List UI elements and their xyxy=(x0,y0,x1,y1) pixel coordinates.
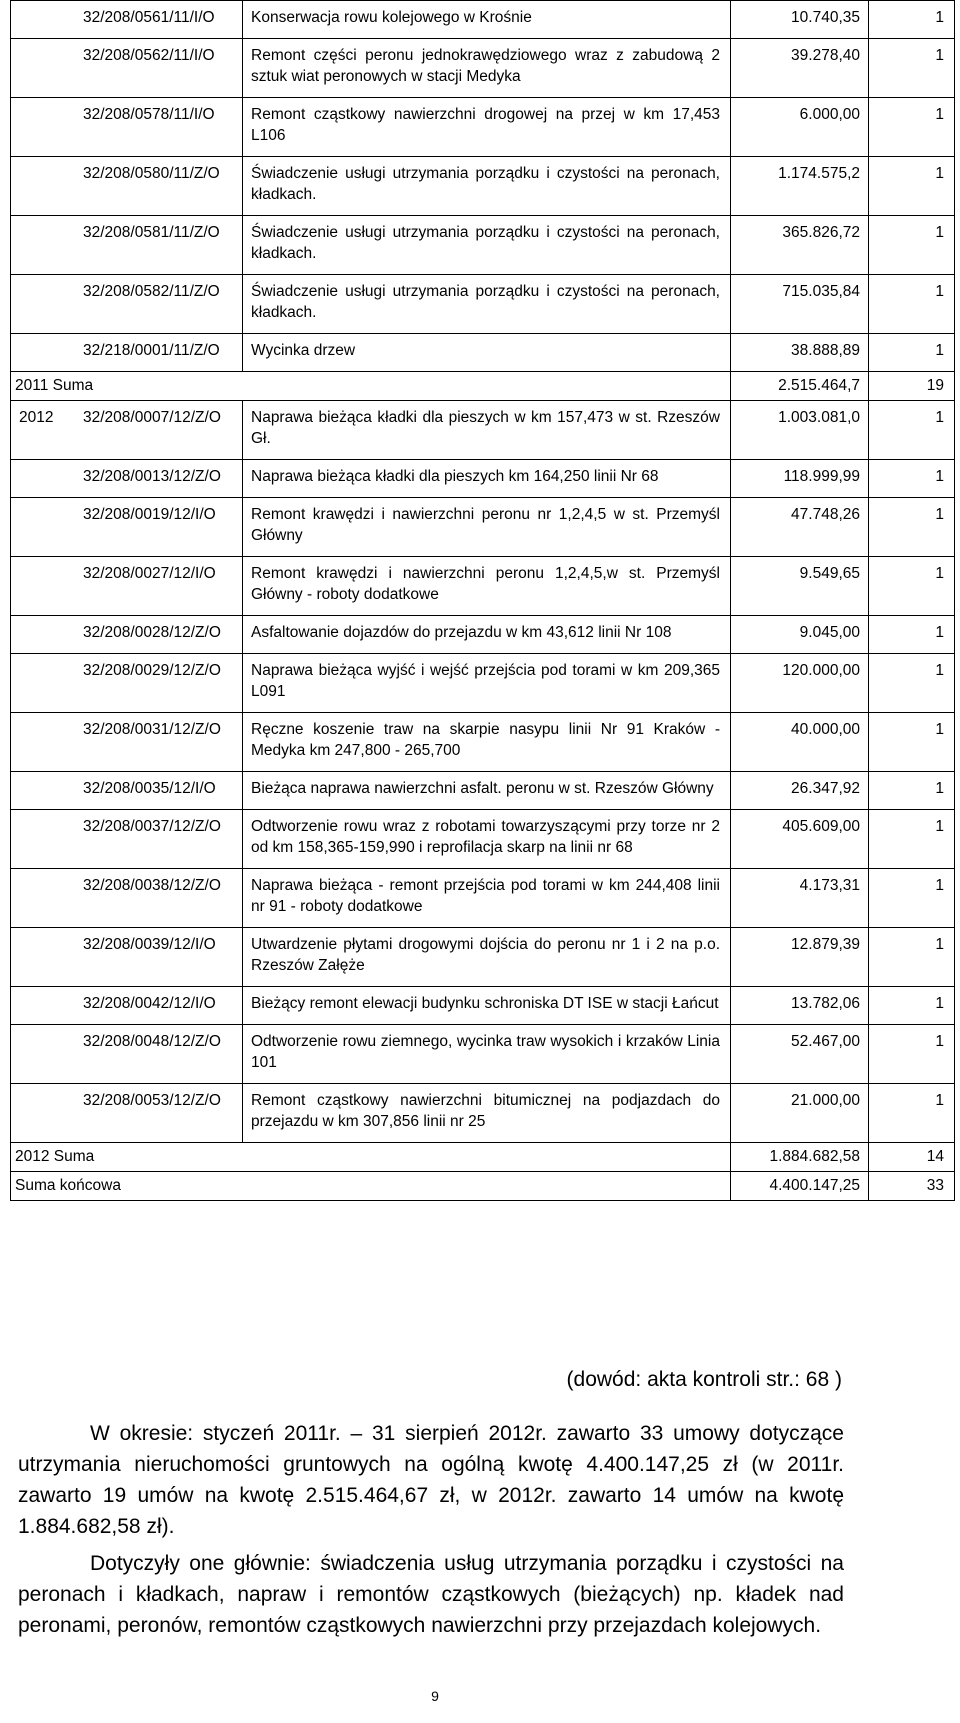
contract-number-cell xyxy=(11,157,243,215)
contract-number: 32/208/0037/12/Z/O xyxy=(83,818,221,835)
description-cell: Remont części peronu jednokrawędziowego wraz z zabudową 2 sztuk wiat peronowych w stacji Medyka xyxy=(243,39,731,97)
sum-value: 4.400.147,25 xyxy=(731,1172,869,1200)
description-cell: Świadczenie usługi utrzymania porządku i czystości na peronach, kładkach. xyxy=(243,275,731,333)
table-row xyxy=(11,39,955,98)
value-cell: 715.035,84 xyxy=(731,275,869,333)
value-cell: 10.740,35 xyxy=(731,1,869,38)
count-cell: 1 xyxy=(869,157,955,215)
contract-number: 32/208/0019/12/I/O xyxy=(83,506,216,523)
contract-number: 32/208/0580/11/Z/O xyxy=(83,165,220,182)
contract-number-cell xyxy=(11,401,243,459)
description-cell: Naprawa bieżąca kładki dla pieszych w km 157,473 w st. Rzeszów Gł. xyxy=(243,401,731,459)
contract-number: 32/208/0582/11/Z/O xyxy=(83,283,220,300)
contract-number-cell xyxy=(11,987,243,1024)
contract-number-cell xyxy=(11,334,243,371)
contract-number: 32/208/0581/11/Z/O xyxy=(83,224,220,241)
count-cell: 1 xyxy=(869,39,955,97)
table-row xyxy=(11,1,955,39)
table-row xyxy=(11,1084,955,1143)
value-cell: 21.000,00 xyxy=(731,1084,869,1142)
summary-paragraph: W okresie: styczeń 2011r. – 31 sierpień 2012r. zawarto 33 umowy dotyczące utrzymania nieruchomości gruntowych na ogólną kwotę 4.400.147,25 zł (w 2011r. zawarto 19 umów na kwotę 2.515.464,67 zł, w 2012r. zawarto 14 umów na kwotę 1.884.682,58 zł). xyxy=(18,1422,844,1538)
sum-row-2011 xyxy=(11,372,955,401)
table-row xyxy=(11,928,955,987)
count-cell: 1 xyxy=(869,772,955,809)
evidence-note: (dowód: akta kontroli str.: 68 ) xyxy=(566,1368,842,1391)
description-cell: Utwardzenie płytami drogowymi dojścia do peronu nr 1 i 2 na p.o. Rzeszów Załęże xyxy=(243,928,731,986)
value-cell: 9.549,65 xyxy=(731,557,869,615)
sum-count: 19 xyxy=(869,372,955,400)
table-row xyxy=(11,216,955,275)
contract-number-cell xyxy=(11,1,243,38)
contract-number-cell xyxy=(11,275,243,333)
contract-number-cell xyxy=(11,928,243,986)
sum-row-2012 xyxy=(11,1143,955,1172)
description-cell: Świadczenie usługi utrzymania porządku i czystości na peronach, kładkach. xyxy=(243,216,731,274)
contract-number-cell xyxy=(11,98,243,156)
value-cell: 118.999,99 xyxy=(731,460,869,497)
count-cell: 1 xyxy=(869,334,955,371)
contract-number: 32/208/0031/12/Z/O xyxy=(83,721,221,738)
value-cell: 1.174.575,2 xyxy=(731,157,869,215)
count-cell: 1 xyxy=(869,460,955,497)
contract-number: 32/208/0013/12/Z/O xyxy=(83,468,221,485)
value-cell: 9.045,00 xyxy=(731,616,869,653)
table-row xyxy=(11,157,955,216)
contract-number: 32/208/0029/12/Z/O xyxy=(83,662,221,679)
contract-number: 32/208/0562/11/I/O xyxy=(83,47,215,64)
contract-number: 32/218/0001/11/Z/O xyxy=(83,342,220,359)
contract-number-cell xyxy=(11,460,243,497)
value-cell: 12.879,39 xyxy=(731,928,869,986)
sum-label: Suma końcowa xyxy=(11,1172,731,1200)
description-cell: Bieżący remont elewacji budynku schroniska DT ISE w stacji Łańcut xyxy=(243,987,731,1024)
table-row xyxy=(11,713,955,772)
table-row xyxy=(11,334,955,372)
description-cell: Odtworzenie rowu ziemnego, wycinka traw wysokich i krzaków Linia 101 xyxy=(243,1025,731,1083)
year-cell: 2012 xyxy=(19,409,54,426)
count-cell: 1 xyxy=(869,654,955,712)
value-cell: 4.173,31 xyxy=(731,869,869,927)
value-cell: 40.000,00 xyxy=(731,713,869,771)
count-cell: 1 xyxy=(869,987,955,1024)
table-row xyxy=(11,557,955,616)
sum-label: 2012 Suma xyxy=(11,1143,731,1171)
contract-number-cell xyxy=(11,772,243,809)
description-cell: Remont cząstkowy nawierzchni drogowej na przej w km 17,453 L106 xyxy=(243,98,731,156)
contract-number: 32/208/0053/12/Z/O xyxy=(83,1092,221,1109)
description-cell: Bieżąca naprawa nawierzchni asfalt. peronu w st. Rzeszów Główny xyxy=(243,772,731,809)
count-cell: 1 xyxy=(869,1025,955,1083)
contract-number: 32/208/0007/12/Z/O xyxy=(83,409,221,426)
contract-number-cell xyxy=(11,869,243,927)
table-row xyxy=(11,987,955,1025)
description-cell: Naprawa bieżąca wyjść i wejść przejścia pod torami w km 209,365 L091 xyxy=(243,654,731,712)
description-cell: Asfaltowanie dojazdów do przejazdu w km 43,612 linii Nr 108 xyxy=(243,616,731,653)
contract-number-cell xyxy=(11,557,243,615)
value-cell: 38.888,89 xyxy=(731,334,869,371)
description-cell: Świadczenie usługi utrzymania porządku i czystości na peronach, kładkach. xyxy=(243,157,731,215)
table-row xyxy=(11,401,955,460)
contract-number: 32/208/0028/12/Z/O xyxy=(83,624,221,641)
table-row xyxy=(11,275,955,334)
sum-row-total xyxy=(11,1172,955,1201)
table-row xyxy=(11,810,955,869)
contract-number: 32/208/0048/12/Z/O xyxy=(83,1033,221,1050)
count-cell: 1 xyxy=(869,1084,955,1142)
table-row xyxy=(11,654,955,713)
value-cell: 52.467,00 xyxy=(731,1025,869,1083)
value-cell: 6.000,00 xyxy=(731,98,869,156)
description-cell: Ręczne koszenie traw na skarpie nasypu linii Nr 91 Kraków - Medyka km 247,800 - 265,700 xyxy=(243,713,731,771)
value-cell: 13.782,06 xyxy=(731,987,869,1024)
count-cell: 1 xyxy=(869,810,955,868)
count-cell: 1 xyxy=(869,869,955,927)
value-cell: 120.000,00 xyxy=(731,654,869,712)
contract-number: 32/208/0561/11/I/O xyxy=(83,9,215,26)
sum-count: 14 xyxy=(869,1143,955,1171)
contract-number-cell xyxy=(11,713,243,771)
table-row xyxy=(11,616,955,654)
contract-number: 32/208/0027/12/I/O xyxy=(83,565,216,582)
sum-count: 33 xyxy=(869,1172,955,1200)
sum-value: 2.515.464,7 xyxy=(731,372,869,400)
contract-number: 32/208/0578/11/I/O xyxy=(83,106,215,123)
scope-paragraph: Dotyczyły one głównie: świadczenia usług utrzymania porządku i czystości na peronach i kładkach, napraw i remontów cząstkowych (bieżących) np. kładek nad peronami, peronów, remontów cząstkowych nawierzchni przy przejazdach kolejowych. xyxy=(18,1552,844,1637)
table-row xyxy=(11,869,955,928)
count-cell: 1 xyxy=(869,616,955,653)
description-cell: Remont krawędzi i nawierzchni peronu 1,2,4,5,w st. Przemyśl Główny - roboty dodatkowe xyxy=(243,557,731,615)
table-row xyxy=(11,460,955,498)
count-cell: 1 xyxy=(869,275,955,333)
value-cell: 47.748,26 xyxy=(731,498,869,556)
count-cell: 1 xyxy=(869,928,955,986)
description-cell: Konserwacja rowu kolejowego w Krośnie xyxy=(243,1,731,38)
contract-number: 32/208/0038/12/Z/O xyxy=(83,877,221,894)
contract-number-cell xyxy=(11,216,243,274)
table-row xyxy=(11,1025,955,1084)
table-row xyxy=(11,98,955,157)
table-row xyxy=(11,772,955,810)
table-row xyxy=(11,498,955,557)
count-cell: 1 xyxy=(869,557,955,615)
contract-number-cell xyxy=(11,616,243,653)
contract-number: 32/208/0039/12/I/O xyxy=(83,936,216,953)
contract-number-cell xyxy=(11,39,243,97)
description-cell: Naprawa bieżąca - remont przejścia pod torami w km 244,408 linii nr 91 - roboty dodatkowe xyxy=(243,869,731,927)
description-cell: Remont cząstkowy nawierzchni bitumicznej na podjazdach do przejazdu w km 307,856 linii nr 25 xyxy=(243,1084,731,1142)
contract-number: 32/208/0035/12/I/O xyxy=(83,780,216,797)
description-cell: Naprawa bieżąca kładki dla pieszych km 164,250 linii Nr 68 xyxy=(243,460,731,497)
count-cell: 1 xyxy=(869,216,955,274)
count-cell: 1 xyxy=(869,1,955,38)
sum-label: 2011 Suma xyxy=(11,372,731,400)
description-cell: Remont krawędzi i nawierzchni peronu nr 1,2,4,5 w st. Przemyśl Główny xyxy=(243,498,731,556)
value-cell: 1.003.081,0 xyxy=(731,401,869,459)
value-cell: 405.609,00 xyxy=(731,810,869,868)
contract-number-cell xyxy=(11,1025,243,1083)
page-number: 9 xyxy=(431,1688,439,1704)
contract-number-cell xyxy=(11,654,243,712)
value-cell: 26.347,92 xyxy=(731,772,869,809)
contract-number: 32/208/0042/12/I/O xyxy=(83,995,216,1012)
count-cell: 1 xyxy=(869,401,955,459)
count-cell: 1 xyxy=(869,98,955,156)
contracts-table xyxy=(10,0,955,1201)
sum-value: 1.884.682,58 xyxy=(731,1143,869,1171)
contract-number-cell xyxy=(11,498,243,556)
description-cell: Odtworzenie rowu wraz z robotami towarzyszącymi przy torze nr 2 od km 158,365-159,990 i reprofilacja skarp na linii nr 68 xyxy=(243,810,731,868)
count-cell: 1 xyxy=(869,713,955,771)
description-cell: Wycinka drzew xyxy=(243,334,731,371)
value-cell: 39.278,40 xyxy=(731,39,869,97)
contract-number-cell xyxy=(11,1084,243,1142)
value-cell: 365.826,72 xyxy=(731,216,869,274)
count-cell: 1 xyxy=(869,498,955,556)
contract-number-cell xyxy=(11,810,243,868)
